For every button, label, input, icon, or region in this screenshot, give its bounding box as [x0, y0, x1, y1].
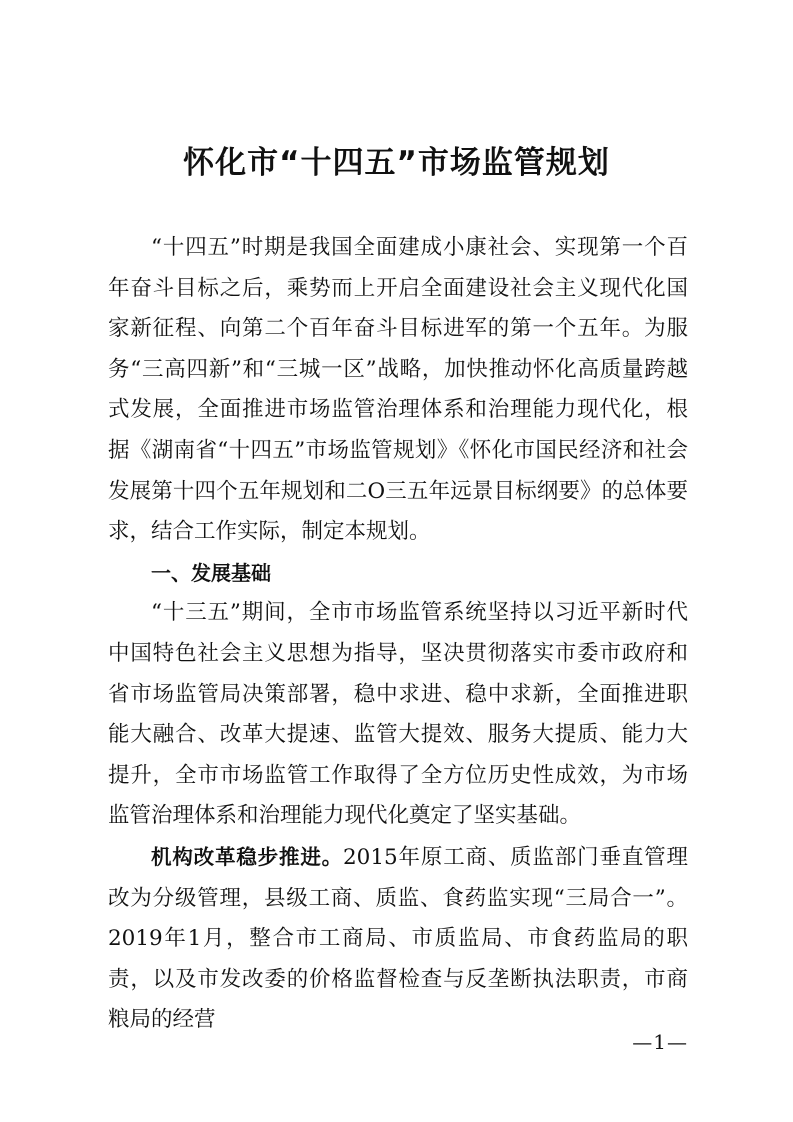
document-body — [108, 228, 688, 1041]
reform-text: 2015年原工商、质监部门垂直管理改为分级管理，县级工商、质监、食药监实现“三局合一”。2019年1月，整合市工商局、市质监局、市食药监局的职责，以及市发改委的价格监督检查与反垄断执法职责，市商粮局的经营 — [108, 844, 689, 1033]
intro-paragraph: “十四五”时期是我国全面建成小康社会、实现第一个百年奋斗目标之后，乘势而上开启全面建设社会主义现代化国家新征程、向第二个百年奋斗目标进军的第一个五年。为服务“三高四新”和“三城一区”战略，加快推动怀化高质量跨越式发展，全面推进市场监管治理体系和治理能力现代化，根据《湖南省“十四五”市场监管规划》《怀化市国民经济和社会发展第十四个五年规划和二O三五年远景目标纲要》的总体要求，结合工作实际，制定本规划。 — [108, 235, 688, 545]
reform-lead: 机构改革稳步推进。 — [151, 844, 343, 869]
page-number: —1— — [632, 1030, 688, 1054]
section-heading: 一、发展基础 — [151, 560, 271, 585]
reform-paragraph — [108, 837, 688, 1041]
document-title: 怀化市“十四五”市场监管规划 — [183, 145, 610, 181]
section-paragraph: “十三五”期间，全市市场监管系统坚持以习近平新时代中国特色社会主义思想为指导，坚决贯彻落实市委市政府和省市场监管局决策部署，稳中求进、稳中求新，全面推进职能大融合、改革大提速、监管大提效、服务大提质、能力大提升，全市市场监管工作取得了全方位历史性成效，为市场监管治理体系和治理能力现代化奠定了坚实基础。 — [108, 600, 688, 829]
